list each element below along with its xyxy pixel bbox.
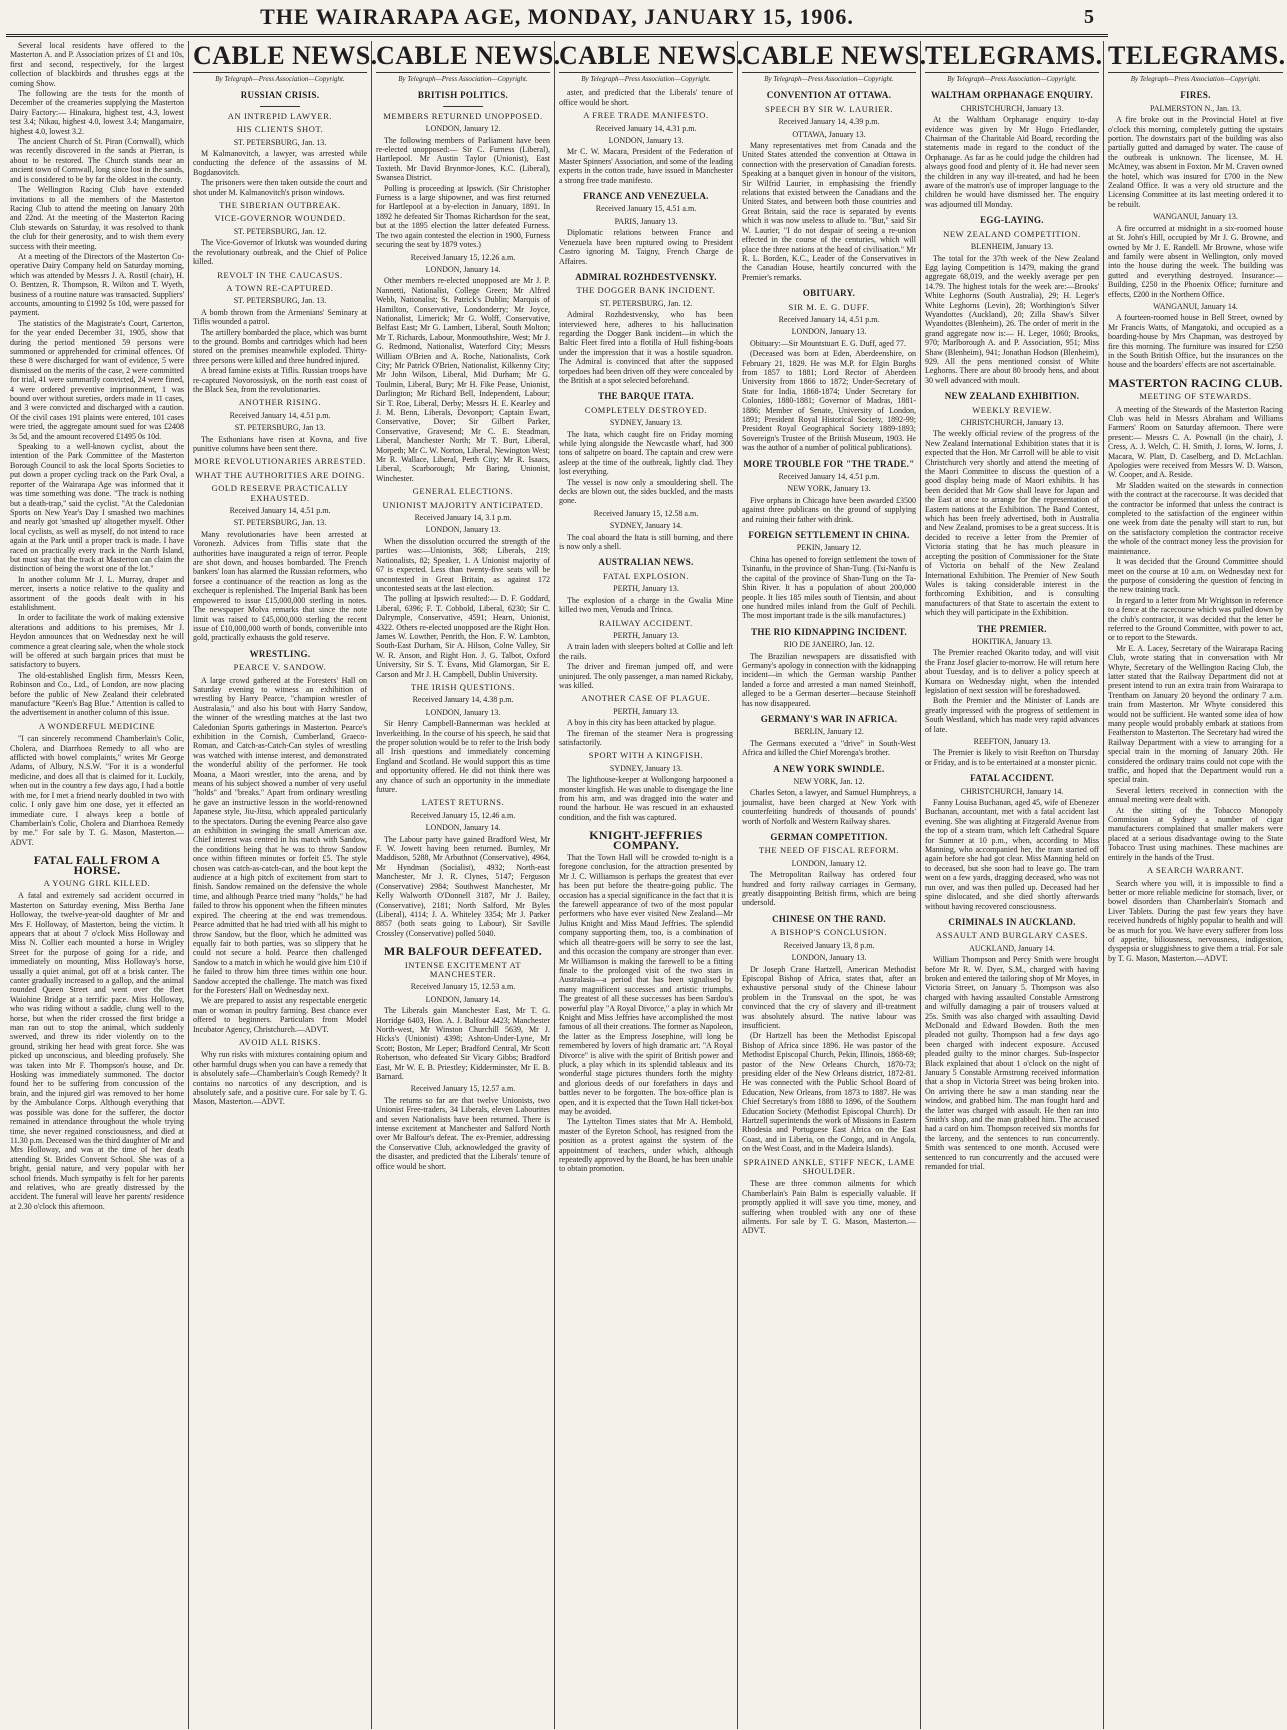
sub-headline: HIS CLIENTS SHOT. (236, 124, 324, 135)
news-column-7 (1104, 41, 1287, 1729)
dateline: Received January 15, 12.58 a.m. (593, 508, 699, 518)
article-headline: CHINESE ON THE RAND. (772, 913, 886, 924)
paragraph: The old-established English firm, Messrs Keen, Robinson and Co., Ltd., of London, are now placing before the public of New Zealand their celebrated manufacture "Keen's Bag Blue." Attention is called to the advertisement in another column of this issue. (10, 670, 184, 718)
paragraph: The statistics of the Magistrate's Court, Carterton, for the year ended December 31, 1905, show that during the period mentioned 59 persons were summoned or apprehended for criminal offences. Of these 8 were discharged for want of evidence, 5 were dismissed on the merits of the case, 2 were committed for trial, 41 were summarily convicted, 24 were fined, 4 were ordered preventive imprisonment, 1 was bound over without sureties, orders made in 11 cases, and 3 were convicted and discharged with a caution. Of the civil cases 191 plaints were entered, 101 cases were tried, the aggregate amount sued for was £2408 3s 5d, and the amount recovered £1495 0s 10d. (10, 318, 184, 441)
dateline: OTTAWA, January 13. (792, 129, 866, 139)
news-column-2 (189, 41, 378, 1729)
paragraph: Mr Sladden waited on the stewards in connection with the contract at the racecourse. It was decided that the contractor be informed that unless the contract is completed to the satisfaction of the engineer within one week from date the penalty will start to run, but on the satisfactory completion the contractor receive the whole of the contract money less the provision for maintenance. (1108, 480, 1283, 556)
paragraph: A meeting of the Stewards of the Masterton Racing Club was held in Messrs Abraham and Williams Farmers' Room on Saturday afternoon. There were present:— Messrs C. A. Pownall (in the chair), J. Cress, A. J. Welch, C. H. Smith, J. Iorns, W. Iorns, J. Macara, W. Platt, D. Caselberg, and D. McLachlan. Apologies were received from Messrs W. D. Watson, W. Cooper, and A. Reside. (1108, 404, 1283, 480)
paragraph: A fourteen-roomed house in Bell Street, owned by Mr Francis Watts, of Mangatoki, and occupied as a boarding-house by Mrs Chapman, was destroyed by fire this morning. The furniture was insured for £250 in the South British Office, but the insurances on the house and the boarders' effects are not ascertainable. (1108, 313, 1283, 370)
dateline: CHRISTCHURCH, January 13. (960, 418, 1064, 427)
dateline: Received January 14, 4.51 p.m. (778, 314, 880, 324)
dateline: BLENHEIM, January 13. (970, 242, 1054, 252)
paragraph: (Dr Hartzell has been the Methodist Episcopal Bishop of Africa since 1896. He was pastor of the Methodist Episcopal Church, Pekin, Illinois, 1868-69; pastor of the New Orleans Church, 1870-73; presiding elder of the New Orleans district, 1872-81. He was connected with the Public School Board of Education, New Orleans, from 1873 to 1887. He was Chief Secretary's from 1888 to 1896, of the Southern Education Society (Methodist Episcopal Church). Dr Hartzell superintends the work of Missions in Eastern Rhodesia and Portuguese East Africa on the East Coast, and in Liberia, on the Congo, and in Angola, on the West Coast, and in the Madeira Islands). (742, 1031, 916, 1154)
paragraph: Search where you will, it is impossible to find a better or more reliable medicine for stomach, liver, or bowel disorders than Chamberlain's Stomach and Liver Tablets. During the past few years they have received hundreds of highly popular to health and will be as much for you. We have every sufferer from loss of appetite, biliousness, nervousness, indigestion, dyspepsia or sluggishness to give them a trial. For sale by T. G. Mason, Masterton.—ADVT. (1108, 878, 1283, 963)
news-column-6 (921, 41, 1104, 1729)
sub-headline: AVOID ALL RISKS. (238, 1036, 322, 1047)
dateline: Received January 15, 12.46 a.m. (410, 810, 516, 820)
article-headline: OBITUARY. (802, 288, 856, 299)
article-headline-large: FATAL FALL FROM A HORSE. (33, 853, 161, 877)
dateline: PERTH, January 13. (613, 584, 679, 594)
column-banner: CABLE NEWS. (193, 41, 367, 73)
dateline: LONDON, January 14. (425, 823, 501, 833)
dateline: Received January 14, 4.38 p.m. (412, 695, 514, 705)
news-column-4 (555, 41, 744, 1729)
paragraph: The fireman of the steamer Nera is progressing satisfactorily. (559, 728, 733, 747)
dateline: WANGANUI, January 14. (1153, 301, 1238, 311)
dateline: BERLIN, January 12. (794, 727, 864, 737)
press-credit: By Telegraph—Press Association—Copyright. (947, 75, 1077, 83)
dateline: NEW YORK, Jan. 12. (793, 777, 865, 786)
paragraph: In order to facilitate the work of making extensive alterations and additions to his premises, Mr J. Heydon announces that on Wednesday next he will commence a great clearing sale, when the whole stock will be offered at such bargain prices that must be satisfactory to buyers. (10, 613, 184, 670)
paragraph: Many revolutionaries have been arrested at Voronezh. Advices from Tiflis state that the authorities have inaugurated a reign of terror. People are shot down, and houses bombarded. The French bankers' loan has alarmed the Russian reformers, who forsee a continuance of the reaction as long as the exchequer is replenished. The Imperial Bank has been empowered to issue £15,000,000 sterling in notes. The newspaper Molva remarks that since the note limit was raised to £45,000,000 sterling the recent issue of £10,000,000 worth of bonds, convertible into gold, practically exhausts the gold reserve. (193, 529, 367, 643)
paragraph: At the sitting of the Tobacco Monopoly Commission at Sydney a number of cigar manufacturers complained that smaller makers were placed at a serious disadvantage owing to the State Tobacco Trust using machines. These machines are entirely in the hands of the Trust. (1108, 805, 1283, 862)
column-banner: TELEGRAMS. (1108, 41, 1283, 73)
paragraph: The Esthonians have risen at Kovna, and five punitive columns have been sent there. (193, 434, 367, 453)
dateline: Received January 13, 8 p.m. (783, 940, 875, 950)
article-headline: ADMIRAL ROZHDESTVENSKY. (575, 271, 717, 282)
press-credit: By Telegraph—Press Association—Copyright. (398, 75, 528, 83)
paragraph: When the dissolution occurred the strength of the parties was:—Unionists, 368; Liberals, 219; Nationalists, 82; Speaker, 1. A Unionist majority of 67 is expected. Less than twenty-five seats will be uncontested in Great Britain, as against 172 uncontested seats at the last election. (376, 536, 550, 593)
paragraph: Obituary:—Sir Mountstuart E. G. Duff, aged 77. (750, 338, 906, 348)
sub-headline: PEARCE V. SANDOW. (233, 662, 327, 673)
column-banner: CABLE NEWS. (376, 41, 550, 73)
paragraph: Fanny Louisa Buchanan, aged 45, wife of Ebenezer Buchanan, accountant, met with a fatal accident last evening. She was alighting at Fitzgerald Avenue from the top of a steam tram, which left Cathedral Square for Sumner at 10 p.m., when, according to Miss Manning, who accompanied her, the tram started off again before she had got clear. Miss Manning held on to deceased, but she soon had to leave go. The tram went on a few yards, dragging deceased, who was not run over, and was then pulled up. Deceased had her spine dislocated, and she died shortly afterwards without having recovered consciousness. (925, 798, 1099, 911)
dateline: LONDON, January 13. (425, 707, 501, 717)
paragraph: A large crowd gathered at the Foresters' Hall on Saturday evening to witness an exhibition of wrestling by Harry Pearce, "champion wrestler of Australasia," and also his bout with Harry Sandow, the winner of the wrestling matches at the last two Caledonian Sports gatherings in Masterton. Pearce's exhibition in the Cornish, Cumberland, Graeco-Roman, and Catch-as-Catch-Can styles of wrestling was watched with intense interest, and demonstrated the wonderful ability of the performer. He took Moana, a Maori wrestler, into the arena, and by means of his subject showed a number of very useful "holds" and "breaks." Apart from ordinary wrestling he gave an instructive lesson in the world-renowned Japanese style, Jiu-Jitsu, which appealed particularly to the spectators. During the evening Pearce also gave an exhibition in swinging the small American axe. Chief interest was centred in his match with Sandow, the conditions being that he was to throw Sandow once within fifteen minutes or forfeit £5. The style chosen was catch-as-catch-can, and the bout kept the audience at a high pitch of excitement from start to finish. Sandow remained on the defensive the whole time, and although Pearce tried many "holds," he had failed to throw his opponent when the fifteen minutes expired. The cheering at the end was tremendous. Pearce admitted that he had tried with all his might to throw Sandow, but the floor, which he admitted was equally fair to both parties, was so slippery that he could not secure a hold. Pearce then challenged Sandow to a match in which he would give him £10 if he failed to throw him three times within one hour. Sandow accepted the challenge. The match was fixed for the Foresters' Hall on Wednesday next. (193, 675, 367, 995)
dateline: PERTH, January 13. (613, 630, 679, 640)
dateline: LONDON, January 13. (791, 953, 867, 963)
article-headline: MORE TROUBLE FOR "THE TRADE." (743, 458, 915, 469)
dateline: REEFTON, January 13. (973, 737, 1051, 746)
dateline: Received January 15, 4.51 a.m. (595, 204, 697, 214)
paragraph: A train laden with sleepers bolted at Collie and left the rails. (559, 642, 733, 661)
sub-headline: WHAT THE AUTHORITIES ARE DOING. (195, 469, 365, 480)
sub-headline: THE DOGGER BANK INCIDENT. (576, 285, 716, 296)
paragraph: That the Town Hall will be crowded to-night is a foregone conclusion, for the attraction presented by Mr J. C. Williamson is perhaps the greatest that ever has been put before the theatre-going public. The occasion has a special significance in the fact that it is the farewell appearance of two of the most popular performers who have ever visited New Zealand—Mr Julius Knight and Miss Maud Jeffries. The splendid company supporting them, too, is a combination of which all theatre-goers will be sorry to see the last, and this occasion the company are stronger than ever. Mr Williamson is making the farewell to be a fitting finale to the prolonged visit of the two stars in Australasia—a period that has been signalised by many magnificent successes and artistic triumphs. The greatest of all these successes has been Sardou's powerful play "A Royal Divorce," a play in which Mr Knight and Miss Jeffries have accomplished the most famous of all their creations. The former as Napoleon, the latter as the Empress Josephine, will long be remembered by lovers of high dramatic art. "A Royal Divorce" is alive with the spirit of British power and pluck, a play which in its splendid tableaux and its wonderful stage pictures thunders forth the mighty and glorious deeds of our forefathers in days and battles never to be forgotten. The box-office plan is open, and it is expected that the Town Hall ticket-box may be avoided. (559, 853, 733, 1116)
paragraph: The driver and fireman jumped off, and were uninjured. The only passenger, a man named Rickaby, was killed. (559, 662, 733, 690)
paragraph: Polling is proceeding at Ipswich. (Sir Christopher Furness is a large shipowner, and was first returned for Hartlepool at a by-election in January, 1891. In 1892 he defeated Sir Thomas Richardson for the seat, but at the 1895 election the latter defeated Furness. The two again contested the election in 1900, Furness securing the seat by 1879 votes.) (376, 183, 550, 250)
article-headline: A NEW YORK SWINDLE. (773, 763, 885, 774)
sub-headline: GOLD RESERVE PRACTICALLY EXHAUSTED. (211, 483, 349, 503)
article-headline: GERMAN COMPETITION. (770, 832, 888, 843)
sub-headline: SPEECH BY SIR W. LAURIER. (764, 103, 894, 114)
paragraph: At the Waltham Orphanage enquiry to-day evidence was given by Mr Hugo Friedlander, Chairman of the Charitable Aid Board, recording the statements made in regard to the conduct of the Orphanage. As far as he could judge the children had always good food and plenty of it. He had never seen the children in any way ill-treated, and had he been aware of the matron's use of improper language to the children he would have dismissed her. The enquiry was adjourned till Monday. (925, 115, 1099, 209)
dateline: SYDNEY, January 13. (609, 418, 683, 428)
paragraph: The Wellington Racing Club have extended invitations to all the members of the Masterton Racing Club to attend the meeting on January 20th and 22nd. At the meeting of the Masterton Racing Club stewards on Saturday, it was resolved to thank the club for their generosity, and to wish them every success with their meeting. (10, 185, 184, 251)
dateline: CHRISTCHURCH, January 14. (960, 786, 1064, 796)
dateline: ST. PETERSBURG, Jan 13. (234, 423, 326, 433)
dateline: ST. PETERSBURG, Jan. 12. (599, 298, 693, 308)
sub-headline: VICE-GOVERNOR WOUNDED. (214, 213, 346, 224)
sub-headline: THE IRISH QUESTIONS. (410, 681, 516, 692)
paragraph: Speaking to a well-known cyclist, about the intention of the Park Committee of the Masterton Borough Council to ask the local Sports Societies to put down a proper cycling track on the Park Oval, a reporter of the Wairarapa Age was informed that it was time something was done. "The track is nothing but a death-trap," said the cyclist. "At the Caledonian Sports on New Year's Day I smashed two machines and nearly got 'smashed up' altogether myself. Other local cyclists, as well as myself, do not intend to race again at the Park until a proper track is made. I have raced on practically every track in the North Island, but must say that the track at Masterton can claim the distinction of being the worst one of the lot." (10, 442, 184, 574)
paragraph: A boy in this city has been attacked by plague. (567, 718, 716, 728)
paragraph: Both the Premier and the Minister of Lands are greatly impressed with the progress of settlement in South Westland, which has made very rapid advances of late. (925, 696, 1099, 734)
paragraph: China has opened to foreign settlement the town of Tsinanfu, in the province of Shan-Tung. (Tsi-Nanfu is the capital of the province of Shan-Tung on the Ta-Shin River. It has a population of about 200,000 people. It lies 185 miles south of Tientsin, and about one hundred miles inland from the Gulf of Pechili. The most important trade is the silk manufactures.) (742, 554, 916, 621)
column-banner: TELEGRAMS. (925, 41, 1099, 73)
dateline: ST. PETERSBURG, Jan. 13. (233, 296, 327, 306)
paragraph: Mr E. A. Lacey, Secretary of the Wairarapa Racing Club, wrote stating that in conversation with Mr Whyte, Secretary of the Wellington Racing Club, the latter stated that the Railway Department did not at present intend to run an extra train from Wairarapa to Trentham on January 20 beyond the ordinary 7 a.m. train from Masterton. Mr Whyte considered this would not be sufficient. He wanted some idea of how many people would probably embark at stations from Featherston to Masterton. The Secretary had wired the Railway Department with a view to arranging for a special train in the morning of January 20th. He considered the ordinary trains could not cope with the traffic, and hoped that the Department would run a special train. (1108, 643, 1283, 785)
paragraph: Sir Henry Campbell-Bannerman was heckled at Inverkeithing. In the course of his speech, he said that the proper solution would be to refer to the Irish body all Irish questions and immediately concerning England and Scotland. He would support this as time and opportunity offered. He did not think there was any chance of such an opportunity in the immediate future. (376, 719, 550, 795)
dateline: RIO DE JANEIRO, Jan. 12. (783, 640, 875, 650)
paragraph: A bomb thrown from the Armenians' Seminary at Tiflis wounded a patrol. (193, 307, 367, 327)
press-credit: By Telegraph—Press Association—Copyright. (764, 75, 894, 83)
dateline: LONDON, January 14. (425, 264, 501, 274)
paragraph: The explosion of a charge in the Gwalia Mine killed two men, Venuda and Trinca. (559, 595, 733, 615)
sub-headline: RAILWAY ACCIDENT. (599, 617, 693, 628)
sub-headline: A SEARCH WARRANT. (1146, 865, 1245, 876)
dateline: Received January 14, 4.31 p.m. (595, 123, 697, 133)
paragraph: The weekly official review of the progress of the New Zealand International Exhibition states that it is expected that the Hon. Mr Carroll will be able to visit Christchurch very shortly and attend the meeting of the Maori Committee to discuss the question of a good display being made of Maori exhibits. It has been decided that Mr Gow shall leave for Japan and the East at once to arrange for the representation of Eastern nations at the Exhibition. The Band Contest, which has been freely advertised, both in Australia and New Zealand, promises to be a great success. It is decided to receive a letter from the Premier of Victoria stating that he has much pleasure in accepting the position of Commissioner for the State of Victoria on behalf of the New Zealand International Exhibition. The Premier of New South Wales is taking considerable interest in the forthcoming Exhibition, and is consulting manufacturers of that State to ascertain the extent to which they will participate in the Exhibition. (925, 429, 1099, 618)
sub-headline: A TOWN RE-CAPTURED. (226, 282, 334, 293)
paragraph: The Vice-Governor of Irkutsk was wounded during the revolutionary outbreak, and the Chief of Police killed. (193, 238, 367, 267)
paragraph: Dr Joseph Crane Hartzell, American Methodist Episcopal Bishop of Africa, states that, after an exhaustive personal study of the Chinese labour problem in the Transvaal on the spot, he was convinced that the cry of slavery and ill-treatment was absolutely absurd. The native labour was insufficient. (742, 964, 916, 1030)
sub-headline: LATEST RETURNS. (421, 797, 505, 808)
paragraph: The Premier is likely to visit Reefton on Thursday or Friday, and is to be entertained at a monster picnic. (925, 748, 1099, 767)
news-column-1 (6, 41, 189, 1729)
paragraph: Charles Seton, a lawyer, and Samuel Humphreys, a journalist, have been charged at New York with counterfeiting hundreds of thousands of pounds' worth of Norfolk and Western Railway shares. (742, 788, 916, 826)
paragraph: At a meeting of the Directors of the Masterton Co-operative Dairy Company held on Saturday morning, which was attended by Messrs J. A. Rostil (chair), H. O. Bentzen, R. Thompson, R. Wilton and T. Wyeth, business of a routine nature was transacted. Suppliers' accounts, amounting to £1992 5s 10d, were passed for payment. (10, 251, 184, 318)
dateline: Received January 15, 12.57 a.m. (410, 1084, 516, 1094)
dateline: Received January 14, 4.39 p.m. (778, 117, 880, 127)
paragraph: The Liberals gain Manchester East, Mr T. G. Horridge 6403, Hon. A. J. Balfour 4423; Manchester North-west, Mr Winston Churchill 5639, Mr J. Hicks's (Unionist) 4398; Ashton-Under-Lyne, Mr Scott; Boston, Mr Leper; Bradford Central, Mr Scott Robertson, who defeated Sir Vicary Gibbs; Bradford East, Mr W. E. B. Priestley; Kidderminster, Mr E. B. Barnard. (376, 1006, 550, 1081)
paragraph: Mr C. W. Macara, President of the Federation of Master Spinners' Association, and some of the leading experts in the cotton trade, have issued in Manchester a strong free trade manifesto. (559, 147, 733, 185)
paragraph: The polling at Ipswich resulted:— D. F. Goddard, Liberal, 6396; F. T. Cobbold, Liberal, 6230; Sir C. Dalrymple, Conservative, 4591; Hearn, Unionist, 4322. Others re-elected unopposed are the Right Hon. James W. Lowther, Penrith, the Hon. F. W. Lambton, South-East Durham, Sir A. Hilson, Colne Valley, Sir W. R. Anson, and Right Hon. J. G. Talbot, Oxford University, Sir S. T. Evans, Mid Glamorgan, Sir E. Carson and Mr J. H. Campbell, Dublin University. (376, 594, 550, 679)
column-banner: CABLE NEWS. (742, 41, 916, 73)
news-column-5 (738, 41, 927, 1729)
paragraph: Five orphans in Chicago have been awarded £3500 against three publicans on the ground of supplying and ruining their father with drink. (742, 495, 916, 524)
sub-headline: NEW ZEALAND COMPETITION. (943, 228, 1081, 239)
article-headline: FATAL ACCIDENT. (970, 773, 1054, 784)
paragraph: The Labour party have gained Bradford West, Mr F. W. Jowett having been returned. Burnley, Mr Maddison, 5288, Mr Arbuthnot (Conservative), 4964, Mr Hyndman (Socialist), 4932; North-east Manchester, Mr J. R. Clynes, 5147; Ferguson (Conservative) 2984; Southwest Manchester, Mr Kelly Walworth O'Donnell 3187, Mr J. Bailey, (Conservative), 2181; North Salford, Mr Byles (Liberal), 4114; J. A. Whiteley 3354; Mr J. Parker 8857 (both seats going to Labour), Sir Saville Crossley (Conservative) polled 5040. (376, 834, 550, 938)
dateline: SYDNEY, January 14. (609, 521, 683, 531)
paragraph: The Premier reached Okarito today, and will visit the Franz Josef glacier to-morrow. He will return here about Tuesday, and is to deliver a policy speech at Kumara on Wednesday night, when the intended legislation of next session will be foreshadowed. (925, 648, 1099, 695)
sub-headline: SPRAINED ANKLE, STIFF NECK, LAME SHOULDER. (743, 1156, 915, 1177)
paragraph: The Metropolitan Railway has ordered four hundred and forty railway carriages in Germany, greatly disappointing British firms, which are being undersold. (742, 870, 916, 908)
sub-headline: ASSAULT AND BURGLARY CASES. (935, 930, 1089, 941)
paragraph: Diplomatic relations between France and Venezuela have been ruptured owing to President Castro ignoring M. Taigny, French Charge de Affaires. (559, 228, 733, 266)
dateline: LONDON, January 14. (425, 994, 501, 1004)
paragraph: The Lyttelton Times states that Mr A. Hembold, master of the Eyreton School, has resigned from the position as a protest against the system of the appointment of teachers, under which, although repeatedly approved by the Board, he has been unable to obtain promotion. (559, 1117, 733, 1174)
article-headline: THE PREMIER. (977, 623, 1047, 634)
sub-headline: MEMBERS RETURNED UNOPPOSED. (383, 110, 543, 121)
article-headline: BRITISH POLITICS. (417, 90, 509, 101)
paragraph: A fatal and extremely sad accident occurred in Masterton on Saturday evening, Miss Bertha Jane Holloway, the twelve-year-old daughter of Mr and Mrs F. Holloway, of Masterton, being the victim. It appears that at about 7 o'clock Miss Holloway and Miss N. Collier each mounted a horse in Wrigley Street for the purpose of going for a ride, and immediately on mounting, Miss Holloway's horse, usually a quiet animal, got off at a brisk canter. The canter gradually increased to a gallop, and the animal rounded Queen Street and went over the fleet Waiohine Bridge at a terrific pace. Miss Holloway, who was riding without a saddle, clung well to the horse, but when the rider crossed the first bridge a man ran out to stop the animal, which suddenly swerved, and threw its rider violently on to the ground, striking her head with great force. She was picked up unconscious, and bleeding profusely. She was taken into Mr F. Thompson's house, and Dr. Hosking was immediately summoned. The doctor found her to be suffering from concussion of the brain, and the injured girl was removed to her home by the Ambulance Corps. Although everything that was possible was done for the sufferer, the doctor remained in attendance throughout the whole trying time, she never regained consciousness, and died at 11.30 p.m. Deceased was the third daughter of Mr and Mrs Holloway, and was at the time of her death attending St. Brides Convent School. She was of a bright, genial nature, and very popular with her school friends. Much sympathy is felt for her parents and relatives, who are greatly distressed by the accident. The funeral will leave her parents' residence at 2.30 o'clock this afternoon. (10, 891, 184, 1211)
dateline: ST. PETERSBURG, Jan. 13. (233, 518, 327, 528)
paragraph: It was decided that the Ground Committee should meet on the course at 10 a.m. on Wednesday next for the purpose of considering the question of fencing in the new training track. (1108, 557, 1283, 595)
page-number: 5 (1084, 6, 1094, 28)
masthead-title: THE WAIRARAPA AGE, MONDAY, JANUARY 15, 1906. (260, 4, 854, 29)
sub-headline: COMPLETELY DESTROYED. (584, 404, 708, 415)
paragraph: The lighthouse-keeper at Wollongong harpooned a monster kingfish. He was unable to disengage the line from his arm, and was dragged into the water and round the harbour. He was rescued in an exhausted condition, and the fish was captured. (559, 775, 733, 822)
paragraph: The total for the 37th week of the New Zealand Egg laying Competition is 1479, making the grand aggregate 68,019, and the weekly average per pen 14.79. The highest totals for the week are:—Brooks' White Leghorns (South Australia), 29; H. Leger's White Leghorns (Levin), 28; Worthington's Silver Wyandottes (Auckland), 20; Zilla Shaw's Silver Wyandottes (Blenheim), 26. The order of merit in the grand aggregate now is:— H. Leger, 1060; Brooks, 970; Marlborough A. and P. Association, 951; Miss Shaw (Blenheim), 941; Jonathan Hodson (Blenheim), 929. All the pens mentioned consist of White Leghorns. There are about 80 broody hens, and about 30 well advanced with moult. (925, 253, 1099, 385)
dateline: LONDON, January 13. (608, 136, 684, 146)
paragraph: These are three common ailments for which Chamberlain's Pain Balm is especially valuable. If promptly applied it will save you time, money, and suffering when troubled with any one of these ailments. For sale by T. G. Mason, Masterton.—ADVT. (742, 1179, 916, 1236)
dateline: Received January 15, 12.53 a.m. (410, 982, 516, 992)
dateline: ST. PETERSBURG, Jan. 13. (233, 137, 327, 147)
paragraph: The coal aboard the Itata is still burning, and there is now only a shell. (559, 532, 733, 552)
dateline: LONDON, January 12. (425, 124, 501, 134)
sub-headline: UNIONIST MAJORITY ANTICIPATED. (382, 499, 544, 510)
paragraph: The following are the tests for the month of December of the creameries supplying the Masterton Dairy Factory:— Hinakura, highest test, 4.3, lowest test 3.4; Nikau, highest 4.0, lowest 3.4; Mangamaire, highest 4.0, lowest 3.2. (10, 89, 184, 136)
divider-rule (443, 106, 483, 107)
paragraph: In another column Mr J. L. Murray, draper and mercer, inserts a notice relative to the quality and assortment of the goods dealt with in his establishment. (10, 574, 184, 612)
dateline: HOKITIKA, January 13. (972, 636, 1052, 646)
article-headline-large: KNIGHT-JEFFRIES COMPANY. (589, 828, 703, 852)
article-headline: WRESTLING. (249, 648, 311, 659)
paragraph: William Thompson and Percy Smith were brought before Mr R. W. Dyer, S.M., charged with having broken and entered the tailoring shop of Mr Moyes, in Victoria Street, on January 5. Thompson was also charged with having assaulted Constable Armstrong and wilfully damaging a pair of trousers valued at 25s. Smith was also charged with assaulting David McDonald and Edward Bowden. Both the men pleaded not guilty. Thompson had a few days ago been charged with indecent exposure. Accused pleaded guilty to the minor charges. Sub-Inspector Black explained that about 1 o'clock on the night of January 5 Constable Armstrong received information that a shop in Victoria Street was being broken into. On arriving there he saw a man standing near the window, and grabbed him. The man fought hard and the latter was charged with assault. He then ran into Smith's shop, and the man grabbed him. The accused had a card on him. Thompson received six months for the larceny, and the sentences to run concurrently. Smith was sentenced to one month. Accused were sentenced to run concurrently and the accused were remanded for trial. (925, 955, 1099, 1172)
dateline: SYDNEY, January 13. (609, 763, 683, 773)
article-headline: AUSTRALIAN NEWS. (598, 557, 694, 568)
dateline: PEKIN, January 12. (796, 543, 862, 553)
article-headline: FOREIGN SETTLEMENT IN CHINA. (748, 530, 910, 541)
paragraph: "I can sincerely recommend Chamberlain's Colic, Cholera, and Diarrhoea Remedy to all who are afflicted with bowel complaints," writes Mr George Adams, of Albury, N.S.W. "For it is a wonderful medicine, and does all that is claimed for it. Luckily, when out in the country a few days ago, I had a bottle with me, for I met a friend nearly doubled in two with colic. I only gave him one dose, yet it effected an immediate cure. I always keep a bottle of Chamberlain's Colic, Cholera and Diarrhoea Remedy by me." For sale by T. G. Mason, Masterton.—ADVT. (10, 734, 184, 847)
dateline: PARIS, January 13. (614, 216, 678, 226)
column-banner: CABLE NEWS. (559, 41, 733, 73)
dateline: CHRISTCHURCH, January 13. (960, 103, 1064, 113)
dateline: Received January 14, 4.51 p.m. (778, 472, 880, 482)
paragraph: The vessel is now only a smouldering shell. The decks are blown out, the sides buckled, and the masts gone. (559, 477, 733, 506)
paragraph: The Itata, which caught fire on Friday morning while lying alongside the Newcastle wharf, had 300 tons of saltpetre on board. The captain and crew were asleep at the time of the outbreak, lightly clad. They lost everything. (559, 429, 733, 477)
article-headline-large: MR BALFOUR DEFEATED. (383, 944, 543, 959)
dateline: NEW YORK, January 13. (787, 484, 871, 494)
sub-headline: SPORT WITH A KINGFISH. (588, 750, 704, 761)
dateline: LONDON, January 13. (791, 327, 867, 337)
article-headline: EGG-LAYING. (980, 215, 1044, 226)
paragraph: We are prepared to assist any respectable energetic man or woman in poultry farming. Best chance ever offered to beginners. Particulars from Model Incubator Agency, Christchurch.—ADVT. (193, 996, 367, 1034)
paragraph: The artillery bombarded the place, which was burnt to the ground. Bombs and cartridges which had been stored on the premises meanwhile exploded. Thirty-three persons were killed and three hundred injured. (193, 327, 367, 365)
sub-headline: A YOUNG GIRL KILLED. (43, 877, 151, 888)
sub-headline: THE SIBERIAN OUTBREAK. (219, 200, 341, 211)
sub-headline: A BISHOP'S CONCLUSION. (770, 927, 888, 938)
paragraph: Several letters received in connection with the annual meeting were dealt with. (1108, 785, 1283, 805)
paragraph: Admiral Rozhdestvensky, who has been interviewed here, adheres to his hallucination regarding the Dogger Bank incident—in which the Baltic Fleet fired into a flotilla of Hull fishing-boats under the impression that it was a hostile squadron. The Admiral is convinced that after the supposed torpedoes had been driven off they were concealed by the British at a spot selected beforehand. (559, 310, 733, 385)
dateline: Received January 14, 4.51 p.m. (229, 506, 331, 516)
paragraph: The Germans executed a "drive" in South-West Africa and killed the Chief Morenga's brother. (742, 738, 916, 758)
dateline: ST. PETERSBURG, Jan. 12. (233, 226, 327, 236)
press-credit: By Telegraph—Press Association—Copyright. (215, 75, 345, 83)
paragraph: Why run risks with mixtures containing opium and other harmful drugs when you can have a remedy that is absolutely safe—Chamberlain's Cough Remedy? It contains no narcotics of any description, and is absolutely safe, and a positive cure. For sale by T. G. Mason, Masterton.—ADVT. (193, 1050, 367, 1107)
paragraph: M Kalmanovitch, a lawyer, was arrested while conducting the defence of the assassins of M. Bogdanovitch. (193, 149, 367, 177)
dateline: PERTH, January 13. (613, 706, 679, 716)
press-credit: By Telegraph—Press Association—Copyright. (581, 75, 711, 83)
masthead (6, 0, 1108, 37)
sub-headline: MORE REVOLUTIONARIES ARRESTED. (194, 456, 366, 467)
article-headline: FIRES. (1180, 90, 1211, 101)
sub-headline: SIR M. E. G. DUFF. (788, 301, 870, 312)
sub-headline: A FREE TRADE MANIFESTO. (583, 110, 709, 121)
dateline: LONDON, January 13. (425, 525, 501, 535)
news-column-3 (372, 41, 561, 1729)
paragraph: In regard to a letter from Mr Wrightson in reference to a fence at the racecourse which was pulled down by the club's contractor, it was decided that the letter be referred to the Ground Committee, with power to act, or to report to the Stewards. (1108, 595, 1283, 643)
article-headline: CRIMINALS IN AUCKLAND. (948, 916, 1076, 927)
paragraph: (Deceased was born at Eden, Aberdeenshire, on February 21, 1829. He was M.P. for Elgin Burghs from 1857 to 1881; Lord Rector of Aberdeen University from 1866 to 1872; Under-Secretary of State for India, 1868-1874; Under Secretary for Colonies, 1880-1881; Governor of Madras, 1881-1886; Member of Senate, University of London, 1891; President Royal Historical Society, 1892-99; President Royal Geographical Society 1889-1893; Sovereign's Trustee of the British Museum, 1903. He was the author of a number of political publications). (742, 349, 916, 453)
sub-headline: INTENSE EXCITEMENT AT MANCHESTER. (404, 959, 522, 979)
paragraph: The returns so far are that twelve Unionists, two Unionist Free-traders, 34 Liberals, eleven Labourites and seven Nationalists have been returned. There is intense excitement at Manchester and Salford North over Mr Balfour's defeat. The ex-Premier, addressing the Conservative Club, acknowledged the gravity of the disaster, and predicted that the Liberals' tenure of office would be short. (376, 1095, 550, 1171)
article-headline: FRANCE AND VENEZUELA. (583, 191, 709, 202)
sub-headline: ANOTHER RISING. (238, 397, 322, 408)
article-headline-large: MASTERTON RACING CLUB. (1108, 375, 1283, 390)
sub-headline: THE NEED OF FISCAL REFORM. (758, 845, 900, 856)
paragraph: Many representatives met from Canada and the United States attended the convention at Ottawa in connection with the preservation of Canadian forests. Speaking at a banquet given in honour of the visitors, Sir Wilfrid Laurier, in emphasising the friendly relations that existed between the Canadians and the United States, and between both those countries and Great Britain, said the race is separated by events which it was now useless to allude to. "But," said Sir W. Laurier, "I do not despair of seeing a re-union effected in the course of the centuries, which will place the three nations at the head of civilisation." Mr R. L. Borden, K.C., Leader of the Conservatives in the Canadian House, heartily concurred with the Premier's remarks. (742, 141, 916, 282)
paragraph: A bread famine exists at Tiflis. Russian troops have re-captured Novorossiysk, on the north east coast of the Black Sea, from the revolutionaries. (193, 366, 367, 394)
article-headline: GERMANY'S WAR IN AFRICA. (760, 713, 898, 724)
article-headline: THE BARQUE ITATA. (598, 391, 694, 402)
paragraph: A fire broke out in the Provincial Hotel at five o'clock this morning, completely gutting the upstairs portion. The downstairs part of the building was also partially gutted and damaged by water. The cause of the outbreak is unknown. The licensee, M. H. McAtney, was absent in Foxton. Mr M. Craven owned the hotel, which was insured for £700 in the New Zealand Office. It was a very old structure and the Licensing Committee at its last meeting ordered it to be rebuilt. (1108, 115, 1283, 209)
paragraph: Several local residents have offered to the Masterton A. and P. Association prizes of £1 and 10s, first and second, respectively, for the largest collection of blackbirds and thrushes eggs at the coming Show. (10, 41, 184, 88)
article-headline: NEW ZEALAND EXHIBITION. (944, 391, 1080, 402)
article-headline: RUSSIAN CRISIS. (240, 90, 320, 101)
dateline: Received January 15, 12.26 a.m. (410, 252, 516, 262)
sub-headline: FATAL EXPLOSION. (603, 570, 689, 581)
paragraph: A fire occurred at midnight in a six-roomed house at St. John's Hill, occupied by Mr J. G. Browne, and owned by Mr J. E. Randell. Mr Browne, whose wife and family were absent in Wellington, only moved into the house during the week. The building was gutted and everything destroyed. Insurance:—Building, £250 in the Phoenix Office; furniture and effects, £200 in the Northern Office. (1108, 223, 1283, 299)
press-credit: By Telegraph—Press Association—Copyright. (1130, 75, 1261, 83)
paragraph: The prisoners were then taken outside the court and shot under M. Kalmanovitch's prison windows. (193, 178, 367, 197)
sub-headline: GENERAL ELECTIONS. (412, 486, 514, 497)
paragraph: aster, and predicted that the Liberals' tenure of office would be short. (559, 88, 733, 107)
dateline: AUCKLAND, January 14. (969, 943, 1055, 953)
sub-headline: A WONDERFUL MEDICINE (38, 720, 156, 731)
article-headline: WALTHAM ORPHANAGE ENQUIRY. (930, 90, 1094, 101)
paragraph: The following members of Parliament have been re-elected unopposed:— Sir C. Furness (Liberal), Hartlepool. Mr Austin Taylor (Unionist), East Toxteth. Mr David Brynmor-Jones, K.C. (Liberal), Swansea District. (376, 135, 550, 183)
dateline: Received January 14, 3.1 p.m. (414, 513, 512, 523)
columns (6, 41, 1286, 1729)
sub-headline: AN INTREPID LAWYER. (227, 110, 333, 121)
sub-headline: ANOTHER CASE OF PLAGUE. (581, 693, 711, 704)
sub-headline: WEEKLY REVIEW. (972, 404, 1052, 415)
dateline: Received January 14, 4.51 p.m. (229, 410, 331, 420)
paragraph: The Brazilian newspapers are dissatisfied with Germany's apology in connection with the kidnapping incident—in which the German warship Panther landed a force and arrested a man named Steinhoff, alleged to be a German deserter—because Steinhoff has now disappeared. (742, 651, 916, 708)
dateline: WANGANUI, January 13. (1153, 212, 1238, 222)
paragraph: Other members re-elected unopposed are Mr J. P. Nannetti, Nationalist, College Green; Mr Alfred Webb, Nationalist; St. Patrick's Dublin; Marquis of Hamilton, Conservative, Londonderry; Mr Joyce, Nationalist, Limerick; Mr G. Wolff, Conservative, Belfast East; Mr G. Lambert, Liberal, South Molton; Mr T. Richards, Labour, Monmouthshire, West; Mr J. G. Redmond, Nationalist, Waterford City; Messrs William O'Brien and A. Roche, Nationalists, Cork City; Mr Patrick O'Brien, Nationalist, Kilkenny City; Mr John Wilson, Liberal, Mid Durham; Mr G. Toulmin, Liberal, Bury; Mr H. Fike Pease, Unionist, Darlington; Mr Richard Bell, Independent, Labour; Sir T. Roe, Liberal, Derby; Messrs H. E. Kearley and J. M. Benn, Liberals, Devonport; Captain Ewart, Conservative, Dover; Sir Gilbert Parker, Conservative, Gravesend; Mr C. E. Steadman, Liberal, Manchester North; Mr T. Burt, Liberal, Morpeth; Mr C. W. Norton, Liberal, Newington West; Mr R. Wallace, Liberal, Perth City; Mr R. Isaacs, Liberal, Scarborough; Mr Baring, Unionist, Winchester. (376, 276, 550, 483)
sub-headline: REVOLT IN THE CAUCASUS. (217, 269, 343, 280)
paragraph: The ancient Church of St. Piran (Cornwall), which was recently discovered in the sands at Pierran, is about to be restored. The Church stands near an ancient town of Cornwall, long since lost in the sands, and is considered to be by far the oldest in the county. (10, 137, 184, 184)
divider-rule (260, 106, 300, 107)
article-headline: CONVENTION AT OTTAWA. (766, 90, 892, 101)
dateline: PALMERSTON N., Jan. 13. (1150, 103, 1241, 113)
sub-headline: MEETING OF STEWARDS. (1139, 391, 1252, 402)
article-headline: THE RIO KIDNAPPING INCIDENT. (751, 626, 907, 637)
dateline: LONDON, January 12. (791, 858, 867, 868)
